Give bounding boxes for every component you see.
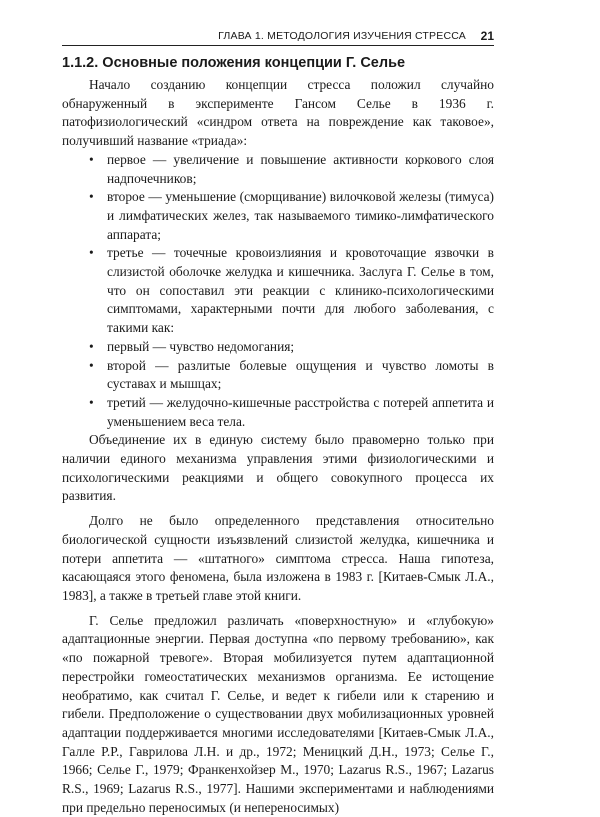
paragraph-hypothesis: Долго не было определенного представления относительно биологической сущности изъязвлений слизистой желудка, кишечника и потери аппетита — «штатного» симптома стресса. Наша гипотеза, касающаяся этого феномена, была изложена в 1983 г. [Китаев-Смык Л.А., 1983], а также в третьей главе этой книги. [62, 513, 494, 603]
list-item: • первое — увеличение и повышение активности коркового слоя надпочечников; [62, 151, 494, 188]
page-content [62, 54, 494, 817]
list-item: • первый — чувство недомогания; [62, 338, 494, 357]
intro-paragraph: Начало созданию концепции стресса положил случайно обнаруженный в эксперименте Гансом Селье в 1936 г. патофизиологический «синдром ответа на повреждение как таковое», получивший название «триада»: [62, 77, 494, 149]
section-heading: 1.1.2. Основные положения концепции Г. Селье [62, 55, 406, 71]
list-item: • третий — желудочно-кишечные расстройства с потерей аппетита и уменьшением веса тела. [62, 394, 494, 431]
list-item: • второе — уменьшение (сморщивание) вилочковой железы (тимуса) и лимфатических желез, так называемого тимико-лимфатического аппарата; [62, 188, 494, 244]
running-head [62, 30, 494, 46]
running-title: ГЛАВА 1. МЕТОДОЛОГИЯ ИЗУЧЕНИЯ СТРЕССА [218, 30, 466, 42]
list-item: • второй — разлитые болевые ощущения и чувство ломоты в суставах и мышцах; [62, 357, 494, 394]
paragraph-adaptation-energy: Г. Селье предложил различать «поверхностную» и «глубокую» адаптационные энергии. Первая доступна «по первому требованию», как «по пожарной тревоге». Вторая мобилизуется путем адаптационной перестройки гомеостатических механизмов организма. Ее истощение необратимо, как считал Г. Селье, и ведет к гибели или к старению и гибели. Предположение о существовании двух мобилизационных уровней адаптации поддерживается многими исследователями [Китаев-Смык Л.А., Галле Р.Р., Гаврилова Л.Н. и др., 1972; Меницкий Д.Н., 1973; Селье Г., 1966; Селье Г., 1979; Франкенхойзер М., 1970; Lazarus R.S., 1967; Lazarus R.S., 1969; Lazarus R.S., 1977]. Нашими экспериментами и наблюдениями при предельно переносимых (и непереносимых) [62, 612, 494, 815]
paragraph-unified-system: Объединение их в единую систему было правомерно только при наличии единого механизма управления этими физиологическими и психологическими реакциями и общего совокупного процесса их развития. [62, 432, 494, 504]
page-number: 21 [480, 29, 494, 43]
triad-list [62, 151, 494, 432]
list-item: • третье — точечные кровоизлияния и кровоточащие язвочки в слизистой оболочке желудка и кишечника. Заслуга Г. Селье в том, что он сопоставил эти реакции с клинико-психологическими симптомами, характерными почти для любого заболевания, с такими как: [62, 244, 494, 338]
